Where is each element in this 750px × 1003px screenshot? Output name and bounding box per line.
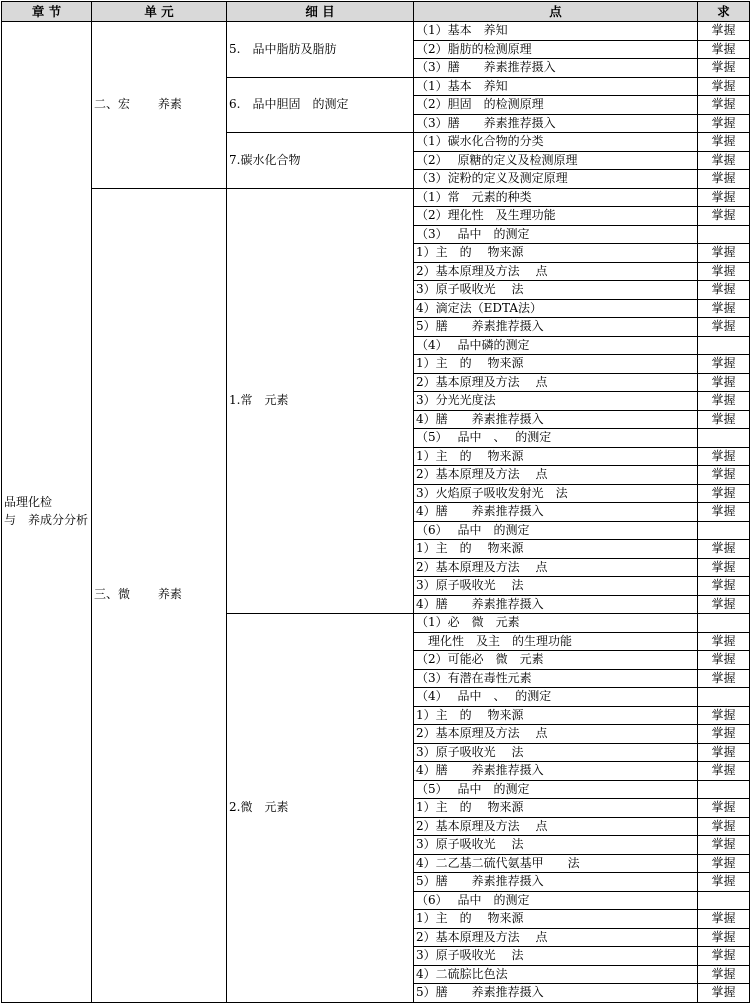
point-cell: 3）原子吸收光 法 — [414, 281, 698, 300]
point-cell: 1）主 的 物来源 — [414, 355, 698, 374]
table-row — [2, 22, 750, 41]
point-cell: （1）必 微 元素 — [414, 614, 698, 633]
header-chapter: 章 节 — [2, 2, 92, 22]
requirement-cell: 掌握 — [698, 947, 750, 966]
requirement-cell: 掌握 — [698, 281, 750, 300]
requirement-cell: 掌握 — [698, 928, 750, 947]
point-cell: （5） 品中 、 的测定 — [414, 429, 698, 448]
point-cell: 5）膳 养素推荐摄入 — [414, 873, 698, 892]
point-cell: 2）基本原理及方法 点 — [414, 928, 698, 947]
unit-cell: 二、宏 养素 — [92, 22, 227, 189]
requirement-cell: 掌握 — [698, 873, 750, 892]
point-cell: （1）基本 养知 — [414, 22, 698, 41]
point-cell: 1）主 的 物来源 — [414, 706, 698, 725]
requirement-cell: 掌握 — [698, 706, 750, 725]
requirement-cell: 掌握 — [698, 817, 750, 836]
requirement-cell: 掌握 — [698, 170, 750, 189]
point-cell: （3）有潜在毒性元素 — [414, 669, 698, 688]
point-cell: 3）火焰原子吸收发射光 法 — [414, 484, 698, 503]
requirement-cell — [698, 688, 750, 707]
point-cell: （6） 品中 的测定 — [414, 521, 698, 540]
detail-cell: 5. 品中脂肪及脂肪 — [227, 22, 414, 78]
point-cell: （3）膳 养素推荐摄入 — [414, 114, 698, 133]
requirement-cell: 掌握 — [698, 854, 750, 873]
point-cell: 4）膳 养素推荐摄入 — [414, 503, 698, 522]
requirement-cell: 掌握 — [698, 318, 750, 337]
requirement-cell — [698, 780, 750, 799]
requirement-cell: 掌握 — [698, 725, 750, 744]
requirement-cell: 掌握 — [698, 558, 750, 577]
requirement-cell — [698, 614, 750, 633]
chapter-text-line: 与 养成分分析 — [4, 512, 89, 527]
requirement-cell: 掌握 — [698, 188, 750, 207]
requirement-cell: 掌握 — [698, 244, 750, 263]
detail-cell: 6. 品中胆固 的测定 — [227, 77, 414, 133]
requirement-cell: 掌握 — [698, 466, 750, 485]
header-requirement: 求 — [698, 2, 750, 22]
requirement-cell: 掌握 — [698, 410, 750, 429]
detail-cell: 2.微 元素 — [227, 614, 414, 1003]
header-row — [2, 2, 750, 22]
requirement-cell: 掌握 — [698, 114, 750, 133]
point-cell: 2）基本原理及方法 点 — [414, 466, 698, 485]
requirement-cell: 掌握 — [698, 836, 750, 855]
requirement-cell — [698, 891, 750, 910]
table-row — [2, 188, 750, 207]
requirement-cell: 掌握 — [698, 151, 750, 170]
requirement-cell: 掌握 — [698, 207, 750, 226]
point-cell: 2）基本原理及方法 点 — [414, 817, 698, 836]
requirement-cell: 掌握 — [698, 762, 750, 781]
requirement-cell: 掌握 — [698, 262, 750, 281]
requirement-cell — [698, 225, 750, 244]
requirement-cell: 掌握 — [698, 651, 750, 670]
point-cell: 1）主 的 物来源 — [414, 910, 698, 929]
requirement-cell: 掌握 — [698, 910, 750, 929]
requirement-cell: 掌握 — [698, 984, 750, 1003]
requirement-cell: 掌握 — [698, 577, 750, 596]
header-detail: 细 目 — [227, 2, 414, 22]
requirement-cell: 掌握 — [698, 373, 750, 392]
requirement-cell: 掌握 — [698, 355, 750, 374]
point-cell: （1）常 元素的种类 — [414, 188, 698, 207]
requirement-cell: 掌握 — [698, 632, 750, 651]
requirement-cell: 掌握 — [698, 447, 750, 466]
detail-cell: 7.碳水化合物 — [227, 133, 414, 189]
header-unit: 单 元 — [92, 2, 227, 22]
requirement-cell: 掌握 — [698, 96, 750, 115]
point-cell: 3）原子吸收光 法 — [414, 947, 698, 966]
requirement-cell: 掌握 — [698, 22, 750, 41]
requirement-cell: 掌握 — [698, 965, 750, 984]
point-cell: （3） 品中 的测定 — [414, 225, 698, 244]
requirement-cell: 掌握 — [698, 595, 750, 614]
point-cell: （1）碳水化合物的分类 — [414, 133, 698, 152]
syllabus-table — [1, 1, 750, 1003]
chapter-cell — [2, 22, 92, 1003]
point-cell: 理化性 及主 的生理功能 — [414, 632, 698, 651]
point-cell: 5）膳 养素推荐摄入 — [414, 318, 698, 337]
point-cell: 4）滴定法（EDTA法） — [414, 299, 698, 318]
requirement-cell: 掌握 — [698, 503, 750, 522]
point-cell: 1）主 的 物来源 — [414, 244, 698, 263]
point-cell: 3）原子吸收光 法 — [414, 836, 698, 855]
point-cell: 2）基本原理及方法 点 — [414, 725, 698, 744]
point-cell: 4）二硫腙比色法 — [414, 965, 698, 984]
point-cell: 3）原子吸收光 法 — [414, 743, 698, 762]
point-cell: （3）淀粉的定义及测定原理 — [414, 170, 698, 189]
point-cell: （2）脂肪的检测原理 — [414, 40, 698, 59]
requirement-cell: 掌握 — [698, 669, 750, 688]
point-cell: 5）膳 养素推荐摄入 — [414, 984, 698, 1003]
point-cell: 1）主 的 物来源 — [414, 540, 698, 559]
point-cell: 3）原子吸收光 法 — [414, 577, 698, 596]
header-point: 点 — [414, 2, 698, 22]
requirement-cell — [698, 336, 750, 355]
point-cell: （2）胆固 的检测原理 — [414, 96, 698, 115]
requirement-cell: 掌握 — [698, 799, 750, 818]
requirement-cell — [698, 521, 750, 540]
requirement-cell: 掌握 — [698, 392, 750, 411]
point-cell: 1）主 的 物来源 — [414, 447, 698, 466]
point-cell: （1）基本 养知 — [414, 77, 698, 96]
detail-cell: 1.常 元素 — [227, 188, 414, 614]
point-cell: 3）分光光度法 — [414, 392, 698, 411]
point-cell: 2）基本原理及方法 点 — [414, 373, 698, 392]
requirement-cell — [698, 429, 750, 448]
point-cell: 4）二乙基二硫代氨基甲 法 — [414, 854, 698, 873]
point-cell: （6） 品中 的测定 — [414, 891, 698, 910]
point-cell: 4）膳 养素推荐摄入 — [414, 410, 698, 429]
requirement-cell: 掌握 — [698, 540, 750, 559]
requirement-cell: 掌握 — [698, 59, 750, 78]
point-cell: （5） 品中 的测定 — [414, 780, 698, 799]
requirement-cell: 掌握 — [698, 299, 750, 318]
point-cell: 1）主 的 物来源 — [414, 799, 698, 818]
point-cell: 2）基本原理及方法 点 — [414, 558, 698, 577]
chapter-text-line: 品理化检 — [4, 495, 53, 510]
point-cell: （4） 品中磷的测定 — [414, 336, 698, 355]
requirement-cell: 掌握 — [698, 77, 750, 96]
point-cell: （2）可能必 微 元素 — [414, 651, 698, 670]
point-cell: （3）膳 养素推荐摄入 — [414, 59, 698, 78]
requirement-cell: 掌握 — [698, 743, 750, 762]
point-cell: 4）膳 养素推荐摄入 — [414, 595, 698, 614]
table-body — [2, 22, 750, 1003]
unit-cell: 三、微 养素 — [92, 188, 227, 1002]
point-cell: 4）膳 养素推荐摄入 — [414, 762, 698, 781]
point-cell: （2） 原糖的定义及检测原理 — [414, 151, 698, 170]
point-cell: 2）基本原理及方法 点 — [414, 262, 698, 281]
requirement-cell: 掌握 — [698, 484, 750, 503]
requirement-cell: 掌握 — [698, 40, 750, 59]
requirement-cell: 掌握 — [698, 133, 750, 152]
point-cell: （2）理化性 及生理功能 — [414, 207, 698, 226]
point-cell: （4） 品中 、 的测定 — [414, 688, 698, 707]
